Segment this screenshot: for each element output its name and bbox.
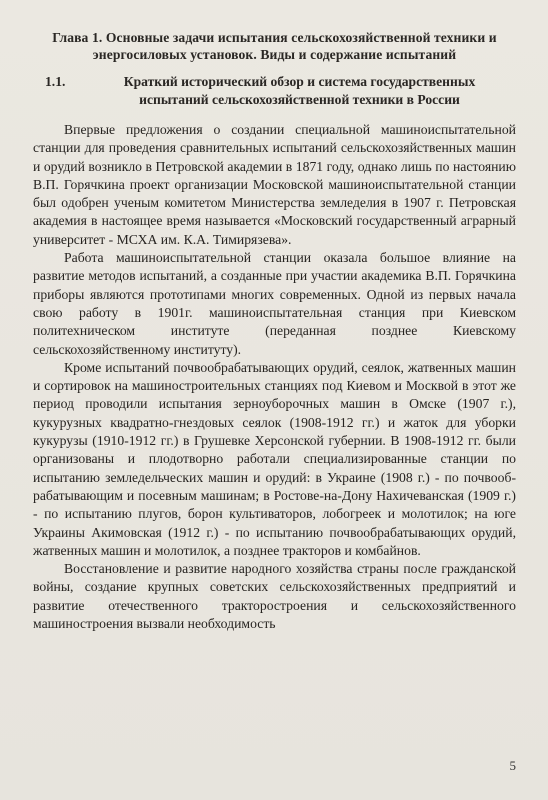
paragraph: Кроме испытаний почвообрабатывающих орудий, сеялок, жатвенных машин и сортировок на машиностроительных станциях под Киевом и Москвой в этот же период проводили испытания зерноуборочных машин в Омске (1907 г.), кукурузных квадратно-гнездовых сеялок (1908-1912 гг.) и жаток для уборки кукурузы (1910-1912 гг.) в Грушевке Херсонской губернии. В 1908-1912 гг. были организованы и плодотворно работали специализированные станции по испытанию земледельческих машин и орудий: в Украине (1908 г.) - по почвообрабатывающим и посевным машинам; в Ростове-на-Дону Нахичеванская (1909 г.) - по испытанию плугов, борон культиваторов, лобогреек и молотилок; на юге Украины Акимовская (1912 г.) - по испытанию почвообрабатывающих орудий, жатвенных машин и молотилок, а позднее тракторов и комбайнов. [33,359,516,558]
page-number: 5 [509,758,516,773]
paragraph: Восстановление и развитие народного хозяйства страны после гражданской войны, создание крупных советских сельскохозяйственных предприятий и развитие отечественного тракторостроения и сельскохозяйственного машиностроения вызвали необходимость [33,561,516,632]
paragraph: Впервые предложения о создании специальной машиноиспытательной станции для проведения сравнительных испытаний сельскохозяйственных машин и орудий возникло в Петровской академии в 1871 году, однако лишь по настоянию В.П. Горячкина проект организации Московской машиноиспытательной станции был одобрен ученым комитетом Министерства земледелия в 1907 г. Петровская академия в настоящее время называется «Московский государственный аграрный университет - МСХА им. К.А. Тимирязева». [33,122,516,247]
chapter-title: Глава 1. Основные задачи испытания сельскохозяйственной техники и энергосиловых установок. Виды и содержание испытаний [52,30,497,62]
section-number: 1.1. [45,74,66,89]
body-text [33,121,516,633]
paragraph: Работа машиноиспытательной станции оказала большое влияние на развитие методов испытаний, а созданные при участии академика В.П. Горячкина приборы являются прототипами многих современных. Одной из первых начала свою работу в 1901г. машиноиспытательная станция при Киевском политехническом институте (переданная позднее Киевскому сельскохозяйственному институту). [33,250,516,357]
section-heading [43,73,508,109]
section-title: Краткий исторический обзор и система государственных испытаний сельскохозяйственной техники в России [123,74,476,107]
